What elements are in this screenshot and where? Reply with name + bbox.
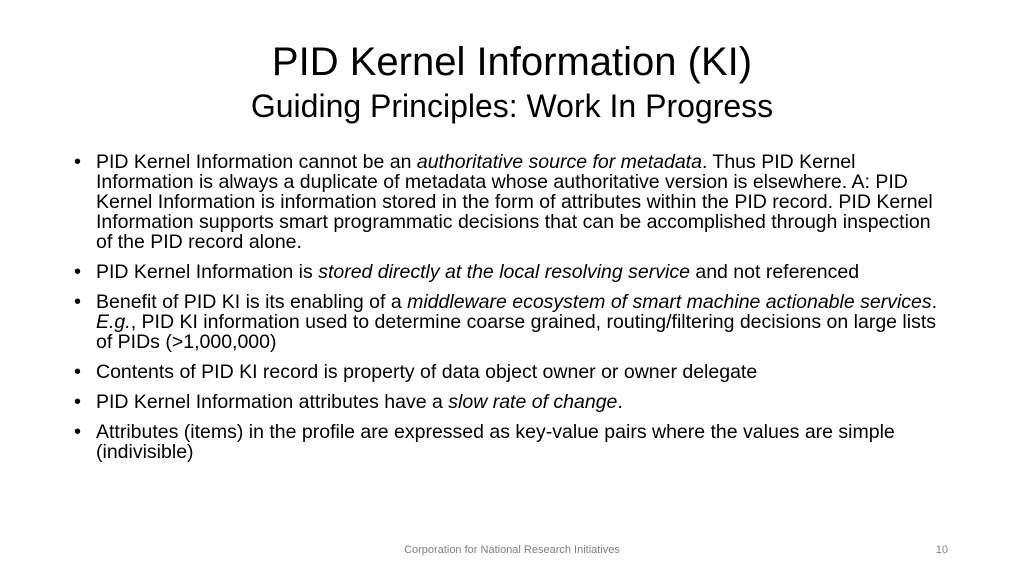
bullet-text: PID Kernel Information is	[96, 261, 319, 283]
bullet-text: .	[617, 391, 623, 413]
title-main: PID Kernel Information (KI)	[271, 40, 753, 84]
bullet-list	[72, 152, 944, 472]
bullet-dot: •	[74, 421, 82, 443]
bullet-emphasis: E.g.	[96, 311, 131, 333]
footer-page-number: 10	[935, 544, 948, 556]
bullet-dot: •	[74, 361, 82, 383]
title-subtitle: Guiding Principles: Work In Progress	[250, 88, 774, 124]
bullet-text: Contents of PID KI record is property of data object owner or owner delegate	[96, 361, 758, 383]
bullet-dot: •	[74, 151, 82, 173]
bullet-item	[72, 262, 944, 282]
bullet-item	[72, 152, 944, 252]
bullet-emphasis: stored directly at the local resolving service	[318, 261, 690, 283]
bullet-emphasis: slow rate of change	[448, 391, 618, 413]
bullet-text: Benefit of PID KI is its enabling of a	[96, 291, 408, 313]
bullet-dot: •	[74, 261, 82, 283]
footer-organization: Corporation for National Research Initiatives	[404, 544, 620, 556]
bullet-emphasis: middleware ecosystem of smart machine actionable services	[407, 291, 932, 313]
bullet-item	[72, 392, 944, 412]
bullet-item	[72, 422, 944, 462]
bullet-text: . Thus PID Kernel Information is always a duplicate of metadata whose authoritative version is elsewhere. A: PID Kernel Information is information stored in the form of attributes within the PID record. PID Kernel Information supports smart programmatic decisions that can be accomplished through inspection of the PID record alone.	[96, 151, 933, 253]
bullet-item	[72, 362, 944, 382]
bullet-dot: •	[74, 291, 82, 313]
bullet-item	[72, 292, 944, 352]
bullet-text: PID Kernel Information cannot be an	[96, 151, 417, 173]
bullet-text: Attributes (items) in the profile are expressed as key-value pairs where the values are simple (indivisible)	[96, 421, 895, 463]
bullet-text: , PID KI information used to determine coarse grained, routing/filtering decisions on large lists of PIDs (>1,000,000)	[96, 311, 937, 353]
bullet-text: PID Kernel Information attributes have a	[96, 391, 449, 413]
bullet-text: .	[931, 291, 938, 313]
bullet-dot: •	[74, 391, 82, 413]
bullet-text: and not referenced	[689, 261, 860, 283]
bullet-emphasis: authoritative source for metadata	[416, 151, 702, 173]
slide-title	[0, 38, 1024, 126]
